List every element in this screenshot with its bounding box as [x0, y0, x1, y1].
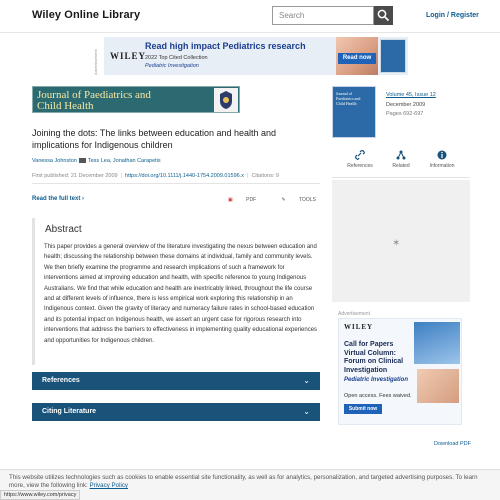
journal-logo-line1: Journal of Paediatrics and — [37, 89, 151, 101]
ad-submit-button[interactable]: Submit now — [344, 404, 382, 414]
journal-logo[interactable] — [32, 86, 240, 113]
publication-meta: First published: 21 December 2009 | https://doi.org/10.1111/j.1440-1754.2009.01596.x | Citations: 9 — [32, 173, 279, 179]
chevron-down-icon: ⌄ — [303, 407, 310, 416]
ad-title: Call for Papers Virtual Column: Forum on Clinical Investigation — [344, 341, 404, 374]
issue-link[interactable]: Volume 45, Issue 12 — [386, 92, 436, 98]
tab-references[interactable]: References — [340, 150, 380, 169]
ad-brand: WILEY — [110, 51, 147, 61]
ad-journal-cover — [414, 322, 460, 364]
tab-information[interactable]: Information — [422, 150, 462, 169]
info-icon — [437, 150, 447, 160]
search-button[interactable] — [374, 6, 393, 25]
references-accordion[interactable] — [32, 372, 320, 390]
ad-journal-cover — [380, 39, 406, 73]
status-bar-url: https://www.wiley.com/privacy — [0, 490, 80, 500]
ad-subtitle: 2022 Top Cited Collection — [145, 55, 208, 61]
ad-brand: WILEY — [344, 323, 374, 331]
network-icon — [396, 150, 406, 160]
read-full-text-link[interactable]: Read the full text › — [32, 196, 85, 202]
divider — [32, 183, 320, 184]
chevron-down-icon: ⌄ — [303, 376, 310, 385]
cookie-text: This website utilizes technologies such as cookies to enable essential site functionality, as well as for analytics, personalization, and targeted advertising purposes. To learn more, view the following link: Privacy Policy — [9, 474, 478, 489]
issue-pages: Pages 692-697 — [386, 111, 424, 117]
author-list — [32, 158, 161, 164]
abstract-heading: Abstract — [45, 224, 82, 235]
top-ad-banner[interactable] — [104, 37, 408, 75]
tools-button[interactable]: ✎ TOOLS — [281, 197, 316, 203]
sidebar-ad[interactable] — [338, 318, 462, 425]
link-icon — [355, 150, 365, 160]
abstract-text: This paper provides a general overview of the literature investigating the nexus between education and health; discussing the relationship between these domains at individual, family and community levels. We then briefly examine the programme and research implications of such a framework for interventions aimed at improving education and health, with specific reference to young Indigenous Australians. We find that while education and health are inextricably linked, throughout the life course and at different levels of influence, there is less empirical work exploring this relationship in an Indigenous context. Given the gravity of literacy and numeracy failure rates in school-based education and its potential impact on Indigenous health, we assert an urgent case for rigorous research into interventions that address the barriers to effectiveness in implementing quality educational experiences and opportunities for Indigenous children. — [44, 244, 318, 344]
journal-logo-line2: Child Health — [37, 100, 94, 112]
issue-date: December 2009 — [386, 102, 426, 108]
pdf-preview-panel — [332, 180, 470, 302]
ad-open-access-note: Open access. Fees waived. — [344, 393, 412, 399]
login-register-link[interactable]: Login / Register — [426, 12, 479, 19]
ad-image — [417, 369, 459, 403]
ad-label: Advertisement — [338, 311, 370, 317]
download-pdf-link[interactable]: Download PDF — [434, 441, 471, 447]
doi-link[interactable]: https://doi.org/10.1111/j.1440-1754.2009.01596.x — [125, 173, 245, 179]
email-icon[interactable] — [79, 158, 86, 163]
article-title: Joining the dots: The links between education and health and implications for Indigenous children — [32, 128, 277, 150]
ad-headline: Read high impact Pediatrics research — [145, 41, 306, 51]
ad-journal: Pediatric Investigation — [145, 63, 199, 69]
ad-journal: Pediatric Investigation — [344, 377, 409, 383]
site-logo[interactable]: Wiley Online Library — [32, 9, 141, 21]
sidebar-tabs — [332, 150, 470, 176]
society-seal-icon — [214, 88, 238, 112]
first-published: First published: 21 December 2009 — [32, 173, 118, 179]
author-links-rest[interactable]: Tess Lea, Jonathan Carapetis — [87, 158, 161, 164]
loading-spinner-icon: ✶ — [392, 238, 401, 249]
tab-divider — [332, 177, 470, 178]
search-icon — [377, 9, 390, 22]
wrench-icon: ✎ — [281, 197, 286, 203]
site-header — [0, 0, 500, 33]
pdf-icon: ▣ — [228, 197, 233, 203]
citing-literature-label: Citing Literature — [42, 408, 97, 415]
privacy-policy-link[interactable]: Privacy Policy — [89, 482, 129, 489]
ad-label: Advertisement — [93, 49, 98, 75]
journal-cover-thumbnail[interactable]: Journal of Paediatrics and Child Health — [332, 86, 376, 138]
search-input[interactable]: Search — [272, 6, 374, 25]
tab-related[interactable]: Related — [381, 150, 421, 169]
pdf-button[interactable]: ▣ PDF — [228, 197, 257, 203]
ad-read-now-button[interactable]: Read now — [338, 53, 376, 64]
abstract-section — [32, 218, 320, 365]
references-label: References — [42, 377, 80, 384]
citation-count[interactable]: Citations: 9 — [251, 173, 279, 179]
author-link[interactable]: Vanessa Johnston — [32, 158, 77, 164]
citing-literature-accordion[interactable] — [32, 403, 320, 421]
